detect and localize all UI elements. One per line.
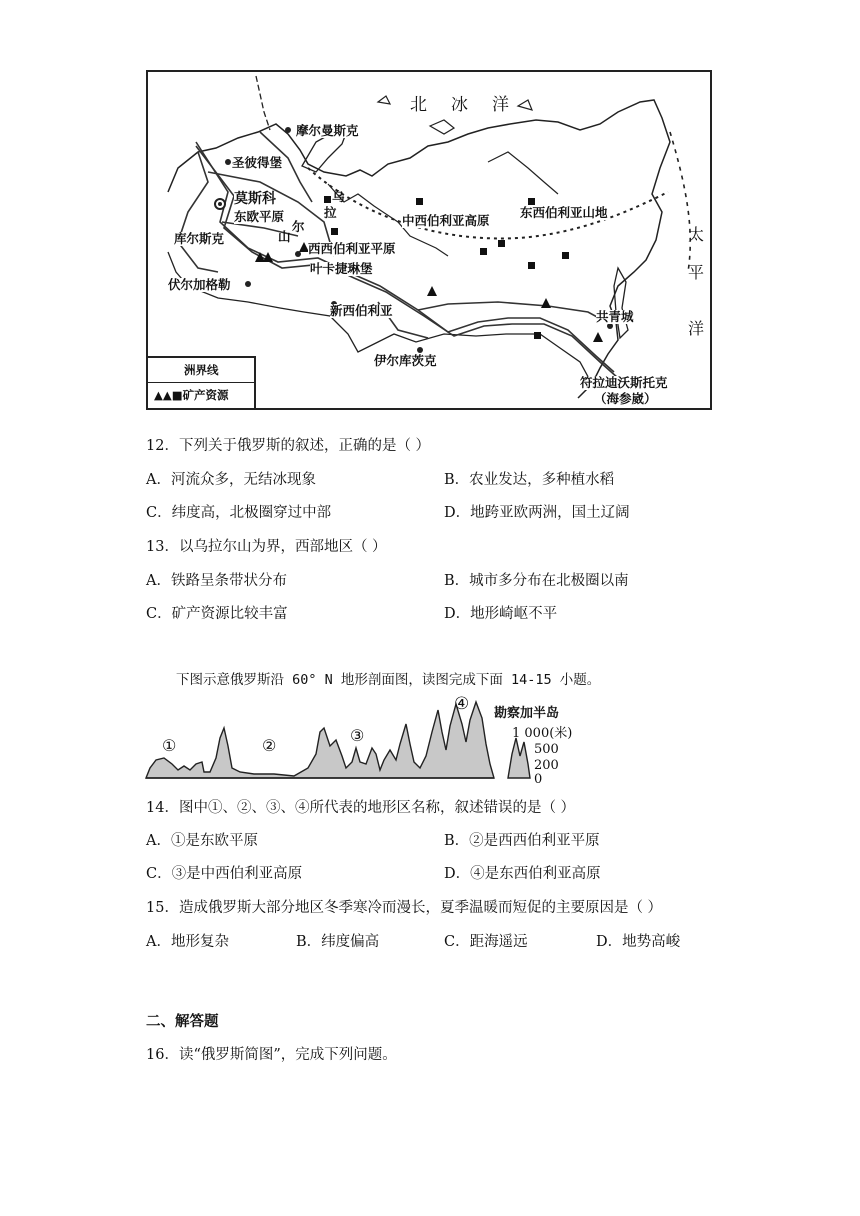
q16-stem: 16．读“俄罗斯简图”，完成下列问题。 [146,1047,397,1063]
q13-option-b[interactable]: B．城市多分布在北极圈以南 [444,573,629,589]
label-volgograd: 伏尔加格勒 [168,277,231,292]
q12-stem: 12．下列关于俄罗斯的叙述，正确的是（ ） [146,438,431,454]
pacific-dash [670,132,690,272]
profile-kamchatka-label: 勘察加半岛 [494,706,560,721]
label-esiberia: 东西伯利亚山地 [520,205,608,220]
profile-intro: 下图示意俄罗斯沿 60° N 地形剖面图，读图完成下面 14-15 小题。 [176,672,601,688]
label-murmansk: 摩尔曼斯克 [296,123,359,138]
mineral-symbols-icon: ▲▲■ [154,388,183,402]
russia-map [146,70,712,410]
profile-tick-0: 0 [534,772,543,787]
label-yekaterinburg: 叶卡捷琳堡 [310,261,373,276]
pacific-label-3: 洋 [688,319,705,338]
label-wsiberia: 西西伯利亚平原 [308,241,396,256]
legend-minerals: 矿产资源 [182,388,229,402]
label-ural-4: 山 [278,229,291,244]
q13-option-c[interactable]: C．矿产资源比较丰富 [146,606,288,622]
q15-option-c[interactable]: C．距海遥远 [444,934,528,950]
q14-stem: 14．图中①、②、③、④所代表的地形区名称，叙述错误的是（ ） [146,800,576,816]
q12-option-d[interactable]: D．地跨亚欧两洲，国土辽阔 [444,505,630,521]
label-komsomolsk: 共青城 [596,309,634,324]
label-moscow: 莫斯科 [234,191,276,207]
q15-stem: 15．造成俄罗斯大部分地区冬季寒冷而漫长，夏季温暖而短促的主要原因是（ ） [146,900,663,916]
q12-option-c[interactable]: C．纬度高，北极圈穿过中部 [146,505,332,521]
label-csiberia: 中西伯利亚高原 [402,213,490,228]
profile-tick-200: 200 [534,758,559,773]
label-vladivostok: 符拉迪沃斯托克 [580,375,668,390]
profile-marker-1: ① [162,736,177,755]
legend-minerals-row [148,382,254,407]
q14-option-b[interactable]: B．②是西西伯利亚平原 [444,833,600,849]
q13-option-d[interactable]: D．地形崎岖不平 [444,606,558,622]
q13-option-a[interactable]: A．铁路呈条带状分布 [146,573,287,589]
continent-boundary-line [256,76,270,130]
q13-stem: 13．以乌拉尔山为界，西部地区（ ） [146,539,387,555]
q12-option-a[interactable]: A．河流众多，无结冰现象 [146,472,316,488]
label-ural-3: 尔 [292,219,305,234]
profile-kamchatka [508,738,530,778]
q12-option-b[interactable]: B．农业发达，多种植水稻 [444,472,615,488]
label-eastplain: 东欧平原 [234,209,285,224]
q14-option-c[interactable]: C．③是中西伯利亚高原 [146,866,303,882]
label-novosibirsk: 新西伯利亚 [330,303,393,318]
section-heading: 二、解答题 [146,1014,219,1030]
profile-marker-4: ④ [454,694,470,714]
q15-option-b[interactable]: B．纬度偏高 [296,934,380,950]
label-kursk: 库尔斯克 [174,231,225,246]
legend-boundary: 洲界线 [184,363,219,377]
q14-option-a[interactable]: A．①是东欧平原 [146,833,258,849]
q15-option-d[interactable]: D．地势高峻 [596,934,681,950]
q15-option-a[interactable]: A．地形复杂 [146,934,229,950]
profile-marker-2: ② [262,736,277,755]
profile-marker-3: ③ [350,726,365,745]
label-stpetersburg: 圣彼得堡 [232,155,283,170]
label-ural-1: 乌 [332,189,345,204]
label-vladivostok-alt: （海参崴） [594,391,657,406]
profile-unit-label: 1 000(米) [512,726,573,741]
label-ural-2: 拉 [324,205,337,220]
arctic-ocean-label: 北冰洋 [410,95,533,115]
label-irkutsk: 伊尔库茨克 [374,353,437,368]
pacific-label-1: 太 [688,225,705,244]
pacific-label-2: 平 [688,263,705,282]
map-legend [148,356,256,408]
q14-option-d[interactable]: D．④是东西伯利亚高原 [444,866,601,882]
profile-tick-500: 500 [534,742,559,757]
profile-shape [146,702,494,778]
